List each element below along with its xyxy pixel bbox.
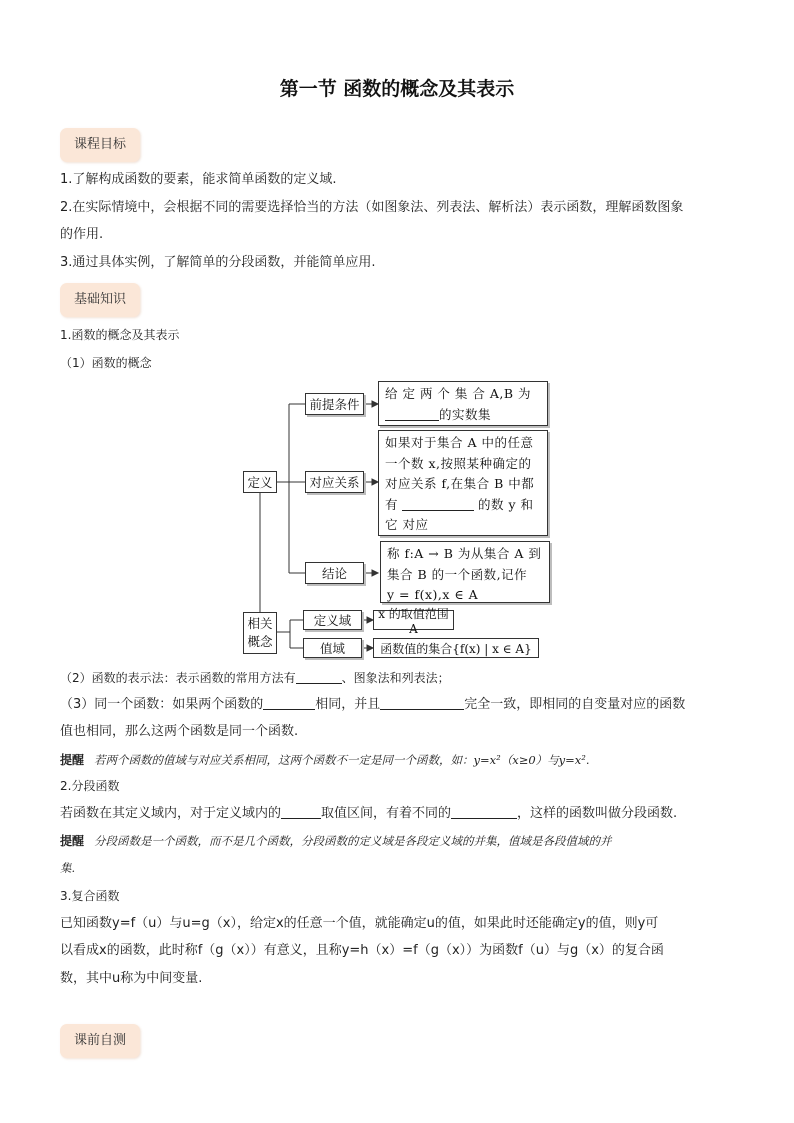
mapping-desc-line-4 bbox=[385, 495, 541, 516]
goal-item-3: 3.通过具体实例，了解简单的分段函数，并能简单应用. bbox=[60, 255, 376, 270]
diagram-premise-description bbox=[378, 381, 548, 426]
representation-text-a: （2）函数的表示法：表示函数的常用方法有 bbox=[60, 671, 296, 685]
mapping-desc-line-1: 如果对于集合 A 中的任意 bbox=[385, 435, 534, 450]
goal-item-1: 1.了解构成函数的要素，能求简单函数的定义域. bbox=[60, 172, 337, 187]
diagram-domain-label: 定义域 bbox=[303, 610, 362, 630]
same-function-line-1 bbox=[60, 691, 740, 719]
composite-line-3: 数，其中u称为中间变量. bbox=[60, 971, 203, 986]
blank bbox=[281, 804, 321, 819]
diagram-range-label: 值域 bbox=[303, 638, 362, 658]
tip-label: 提醒 bbox=[60, 753, 85, 767]
mapping-desc-line-3: 对应关系 f,在集合 B 中都 bbox=[385, 476, 535, 491]
diagram-range-description: 函数值的集合{f(x) | x ∈ A} bbox=[373, 638, 539, 658]
piecewise-text-b: 取值区间，有着不同的 bbox=[321, 806, 452, 821]
blank bbox=[402, 496, 474, 511]
diagram-branch-premise: 前提条件 bbox=[305, 393, 364, 415]
same-function-line-2: 值也相同，那么这两个函数是同一个函数. bbox=[60, 724, 299, 739]
diagram-root-definition: 定义 bbox=[243, 471, 277, 493]
mapping-desc-text-a: 有 bbox=[385, 496, 399, 512]
premise-desc-text: 的实数集 bbox=[439, 406, 492, 422]
conclusion-desc-line-1: 称 f:A → B 为从集合 A 到 bbox=[387, 546, 542, 561]
piecewise-text-c: ，这样的函数叫做分段函数. bbox=[517, 806, 678, 821]
same-function-text-c: 完全一致，即相同的自变量对应的函数 bbox=[464, 697, 686, 712]
diagram-branch-mapping: 对应关系 bbox=[305, 471, 364, 493]
conclusion-desc-line-2: 集合 B 的一个函数,记作 bbox=[387, 566, 528, 582]
mapping-desc-line-2: 一个数 x,按照某种确定的 bbox=[385, 455, 532, 471]
tip-text: 分段函数是一个函数，而不是几个函数，分段函数的定义域是各段定义域的并集，值域是各段值域的并 bbox=[94, 834, 612, 848]
related-line-1: 相关 bbox=[247, 616, 273, 631]
diagram-branch-conclusion: 结论 bbox=[305, 562, 364, 584]
heading-function-concept: 1.函数的概念及其表示 bbox=[60, 328, 180, 342]
tip-1 bbox=[60, 746, 740, 774]
tip-2-line-2 bbox=[60, 854, 740, 882]
blank bbox=[380, 695, 464, 710]
section-tag-preclass: 课前自测 bbox=[60, 1024, 140, 1058]
same-function-text-b: 相同，并且 bbox=[315, 697, 381, 712]
heading-composite: 3.复合函数 bbox=[60, 889, 120, 903]
premise-desc-line-1: 给 定 两 个 集 合 A,B 为 bbox=[385, 386, 532, 401]
tip-2-line-1 bbox=[60, 827, 740, 855]
composite-line-2: 以看成x的函数，此时称f（g（x））有意义，且称y=h（x）=f（g（x））为函数f（u）与g（x）的复合函 bbox=[60, 943, 664, 958]
conclusion-desc-line-3: y = f(x),x ∈ A bbox=[387, 587, 479, 602]
section-tag-goals: 课程目标 bbox=[60, 128, 140, 162]
blank bbox=[296, 669, 342, 684]
blank bbox=[451, 804, 517, 819]
representation-text-b: 、图象法和列表法； bbox=[341, 671, 450, 685]
representation-line bbox=[60, 664, 740, 692]
tip-text: 若两个函数的值域与对应关系相同，这两个函数不一定是同一个函数，如：y=x²（x≥0）与y=x². bbox=[94, 753, 590, 767]
blank bbox=[263, 695, 315, 710]
premise-desc-line-2 bbox=[385, 405, 541, 426]
mapping-desc-line-5: 它 对应 bbox=[385, 517, 429, 532]
piecewise-line bbox=[60, 800, 740, 828]
diagram-conclusion-description bbox=[380, 541, 550, 603]
mapping-desc-text-b: 的数 y 和 bbox=[478, 496, 534, 512]
goal-item-2: 2.在实际情境中，会根据不同的需要选择恰当的方法（如图象法、列表法、解析法）表示函数，理解函数图象 bbox=[60, 200, 684, 215]
diagram-domain-description: x 的取值范围 A bbox=[373, 610, 454, 630]
section-tag-basics: 基础知识 bbox=[60, 283, 140, 317]
subheading-function-concept: （1）函数的概念 bbox=[60, 356, 152, 370]
tip-text-cont: 集. bbox=[60, 861, 76, 875]
diagram-related-concepts bbox=[243, 612, 277, 654]
same-function-text-a: （3）同一个函数：如果两个函数的 bbox=[60, 697, 264, 712]
heading-piecewise: 2.分段函数 bbox=[60, 779, 120, 793]
piecewise-text-a: 若函数在其定义域内，对于定义域内的 bbox=[60, 806, 282, 821]
diagram-mapping-description bbox=[378, 430, 548, 536]
blank bbox=[385, 406, 439, 421]
page-title: 第一节 函数的概念及其表示 bbox=[279, 78, 515, 100]
related-line-2: 概念 bbox=[247, 634, 273, 649]
tip-label: 提醒 bbox=[60, 834, 85, 848]
composite-line-1: 已知函数y=f（u）与u=g（x），给定x的任意一个值，就能确定u的值，如果此时还能确定y的值，则y可 bbox=[60, 916, 659, 931]
goal-item-2-cont: 的作用. bbox=[60, 227, 104, 242]
